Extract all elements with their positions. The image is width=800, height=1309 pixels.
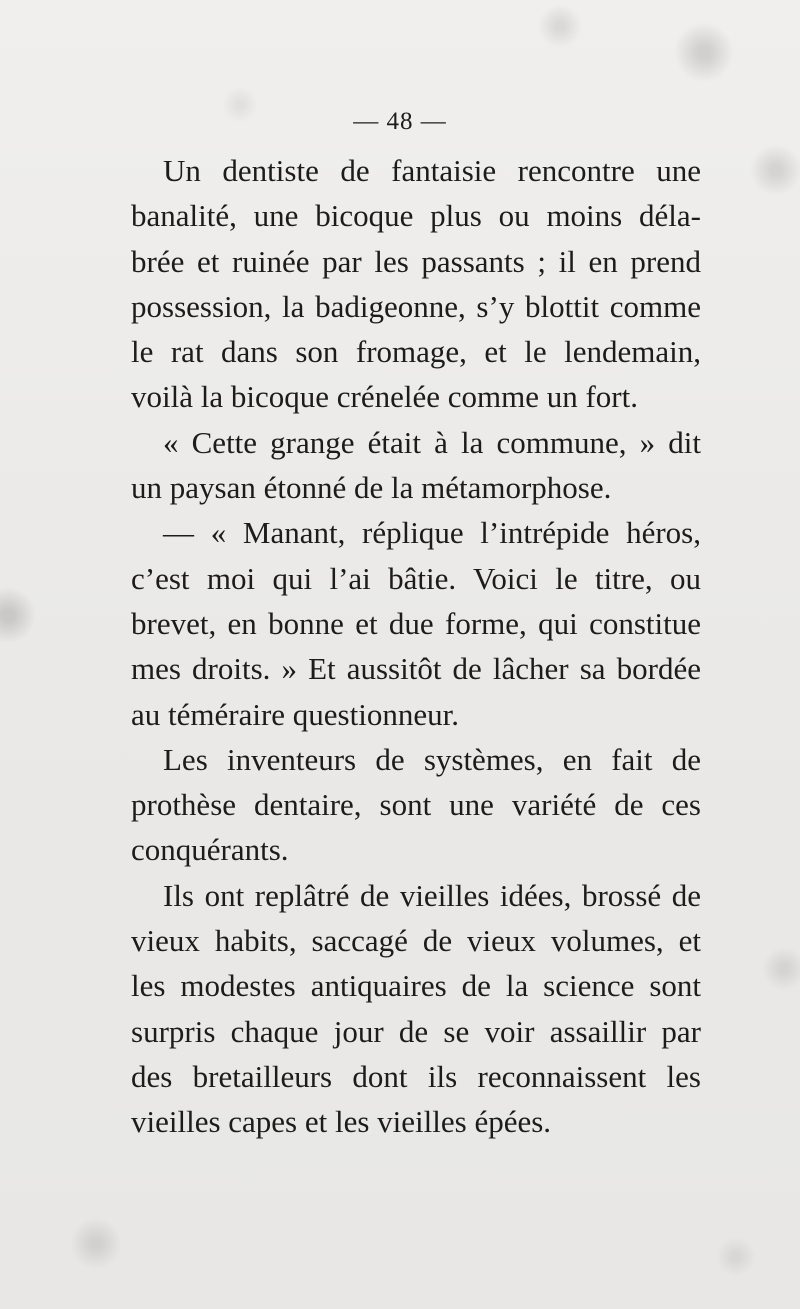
page-number: — 48 — (353, 108, 447, 135)
text-line: vieilles capes et les vieilles épées. (131, 1104, 552, 1140)
text-line: banalité, une bicoque plus ou moins déla- (131, 198, 701, 234)
text-line: Un dentiste de fantaisie rencontre une (163, 153, 701, 188)
text-line: les modestes antiquaires de la science sont (131, 968, 701, 1004)
text-line: prothèse dentaire, sont une variété de ces (131, 787, 701, 823)
text-line: brevet, en bonne et due forme, qui constitue (131, 605, 701, 641)
text-line: Ils ont replâtré de vieilles idées, brossé de (163, 877, 701, 913)
text-line: au téméraire questionneur. (131, 696, 459, 732)
text-line: brée et ruinée par les passants ; il en prend (131, 243, 701, 279)
text-line: vieux habits, saccagé de vieux volumes, et (131, 923, 701, 959)
text-line: le rat dans son fromage, et le lendemain, (131, 334, 701, 370)
text-line: un paysan étonné de la métamorphose. (131, 470, 612, 506)
text-line: des bretailleurs dont ils reconnaissent les (131, 1058, 701, 1094)
text-line: possession, la badigeonne, s’y blottit comme (131, 288, 701, 324)
text-line: voilà la bicoque crénelée comme un fort. (131, 379, 638, 415)
text-line: conquérants. (131, 832, 289, 868)
text-line: c’est moi qui l’ai bâtie. Voici le titre, ou (131, 560, 701, 596)
text-line: — « Manant, réplique l’intrépide héros, (163, 515, 701, 551)
text-line: Les inventeurs de systèmes, en fait de (163, 741, 701, 777)
body-text (131, 148, 701, 1145)
text-line: surpris chaque jour de se voir assaillir par (131, 1013, 701, 1049)
text-line: mes droits. » Et aussitôt de lâcher sa bordée (131, 651, 701, 687)
text-line: « Cette grange était à la commune, » dit (163, 424, 701, 460)
